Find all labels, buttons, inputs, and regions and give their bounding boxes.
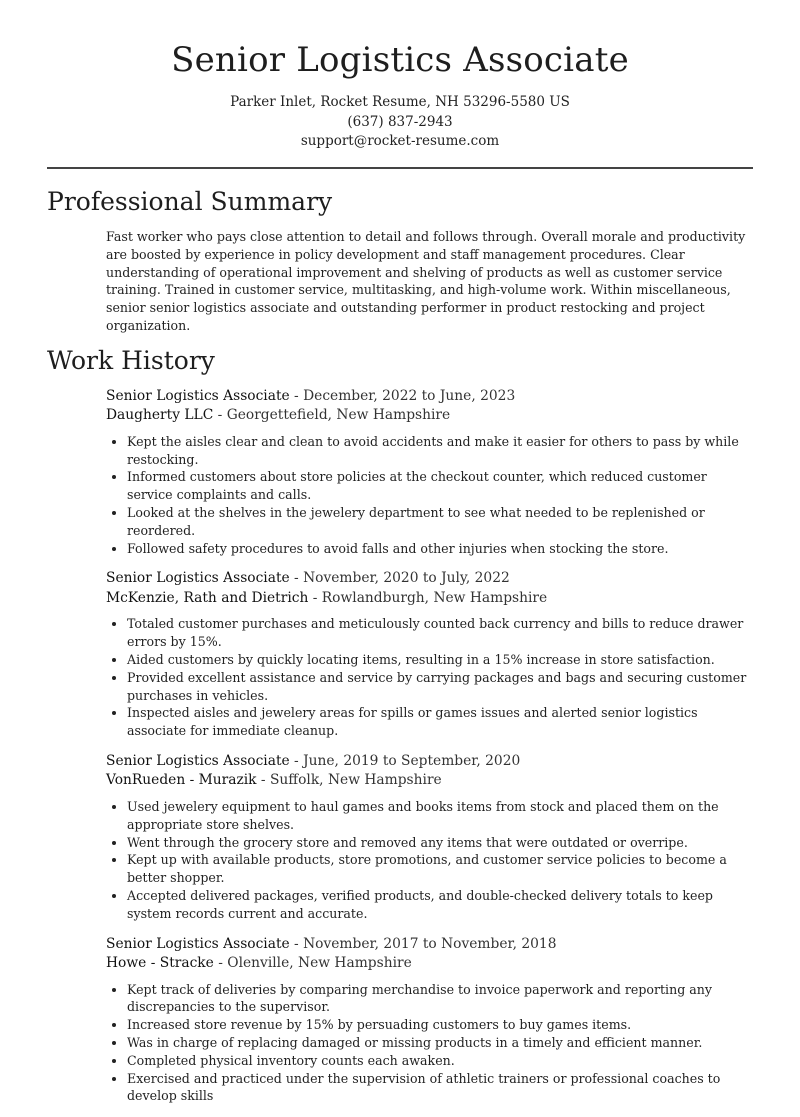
job-dates: - November, 2020 to July, 2022 — [289, 570, 510, 587]
job-bullet: • Looked at the shelves in the jewelery department to see what needed to be replenished or reordered. — [127, 504, 752, 540]
job-entry — [106, 569, 753, 740]
job-location: - Georgettefield, New Hampshire — [213, 407, 451, 424]
address: Parker Inlet, Rocket Resume, NH 53296-5580 US — [230, 94, 570, 110]
job-bullets — [106, 433, 752, 558]
job-company-line — [106, 406, 753, 426]
job-entry — [106, 752, 753, 923]
job-dates: - November, 2017 to November, 2018 — [289, 935, 557, 952]
resume-name: Senior Logistics Associate — [171, 40, 629, 80]
job-company-line — [106, 771, 753, 791]
phone: (637) 837-2943 — [347, 113, 453, 130]
job-bullet: • Kept the aisles clear and clean to avoid accidents and make it easier for others to pass by while restocking. — [127, 433, 752, 469]
email: support@rocket-resume.com — [300, 133, 500, 149]
job-bullet: • Completed physical inventory counts each awaken. — [127, 1052, 752, 1070]
job-company: Howe - Stracke — [106, 955, 214, 972]
job-company: Daugherty LLC — [106, 407, 214, 424]
job-bullet: • Exercised and practiced under the supervision of athletic trainers or professional coaches to develop skills — [127, 1070, 752, 1106]
job-company-line — [106, 589, 753, 609]
job-bullet: • Informed customers about store policies at the checkout counter, which reduced customer service complaints and calls. — [127, 468, 752, 504]
job-bullet: • Accepted delivered packages, verified products, and double-checked delivery totals to keep system records current and accurate. — [127, 887, 752, 923]
job-title: Senior Logistics Associate — [106, 387, 290, 404]
job-bullet: • Followed safety procedures to avoid falls and other injuries when stocking the store. — [127, 540, 752, 558]
job-title-line — [106, 569, 753, 589]
job-location: - Suffolk, New Hampshire — [256, 772, 442, 789]
job-entry — [106, 387, 753, 558]
job-title-line — [106, 935, 753, 955]
work-history-heading: Work History — [47, 345, 215, 375]
job-bullet: • Kept up with available products, store promotions, and customer service policies to become a better shopper. — [127, 851, 752, 887]
job-bullet: • Provided excellent assistance and service by carrying packages and bags and securing customer purchases in vehicles. — [127, 669, 752, 705]
job-bullets — [106, 798, 752, 923]
job-bullets — [106, 981, 752, 1106]
job-bullet: • Increased store revenue by 15% by persuading customers to buy games items. — [127, 1016, 752, 1034]
summary-text: Fast worker who pays close attention to detail and follows through. Overall morale and productivity are boosted by experience in policy development and staff management procedures. Clear understanding of operational improvement and shelving of products as well as customer service training. Trained in customer service, multitasking, and high-volume work. Within miscellaneous, senior senior logistics associate and outstanding performer in product restocking and project organization. — [106, 229, 746, 333]
job-bullet: • Aided customers by quickly locating items, resulting in a 15% increase in store satisfaction. — [127, 651, 752, 669]
job-title-line — [106, 387, 753, 407]
job-location: - Rowlandburgh, New Hampshire — [308, 589, 548, 606]
job-company: VonRueden - Murazik — [106, 772, 257, 789]
job-title-line — [106, 752, 753, 772]
job-bullet: • Totaled customer purchases and meticulously counted back currency and bills to reduce drawer errors by 15%. — [127, 615, 752, 651]
job-bullet: • Inspected aisles and jewelery areas for spills or games issues and alerted senior logistics associate for immediate cleanup. — [127, 704, 752, 740]
job-title: Senior Logistics Associate — [106, 935, 290, 952]
header-divider — [47, 167, 753, 169]
job-bullet: • Went through the grocery store and removed any items that were outdated or overripe. — [127, 834, 752, 852]
contact-info — [0, 93, 800, 152]
summary-heading: Professional Summary — [47, 187, 333, 216]
job-dates: - December, 2022 to June, 2023 — [289, 387, 516, 404]
job-bullets — [106, 615, 752, 740]
job-bullet: • Used jewelery equipment to haul games and books items from stock and placed them on the appropriate store shelves. — [127, 798, 752, 834]
job-company-line — [106, 954, 753, 974]
job-bullet: • Was in charge of replacing damaged or missing products in a timely and efficient manner. — [127, 1034, 752, 1052]
job-company: McKenzie, Rath and Dietrich — [106, 589, 309, 606]
job-list — [47, 387, 753, 1105]
job-bullet: • Kept track of deliveries by comparing merchandise to invoice paperwork and reporting any discrepancies to the supervisor. — [127, 981, 752, 1017]
job-title: Senior Logistics Associate — [106, 570, 290, 587]
job-location: - Olenville, New Hampshire — [213, 955, 412, 972]
job-dates: - June, 2019 to September, 2020 — [289, 752, 521, 769]
job-title: Senior Logistics Associate — [106, 752, 290, 769]
job-entry — [106, 935, 753, 1106]
